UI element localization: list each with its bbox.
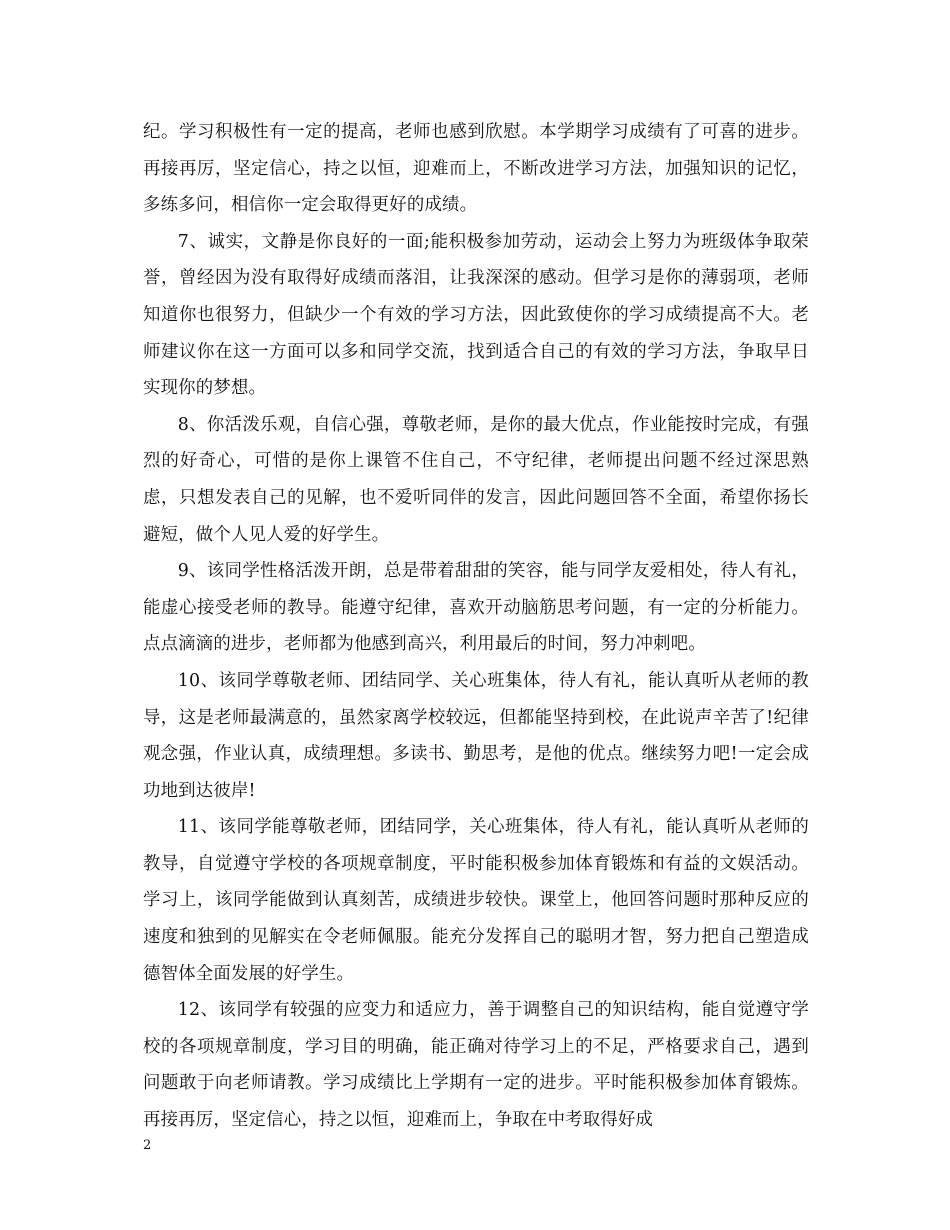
paragraph-9: 9、该同学性格活泼开朗，总是带着甜甜的笑容，能与同学友爱相处，待人有礼，能虚心接受老师的教导。能遵守纪律，喜欢开动脑筋思考问题，有一定的分析能力。点点滴滴的进步，老师都为他感到高兴，利用最后的时间，努力冲刺吧。 [143,561,809,655]
paragraph-continued: 纪。学习积极性有一定的提高，老师也感到欣慰。本学期学习成绩有了可喜的进步。再接再厉，坚定信心，持之以恒，迎难而上，不断改进学习方法，加强知识的记忆，多练多问，相信你一定会取得更好的成绩。 [143,122,809,216]
paragraph-10: 10、该同学尊敬老师、团结同学、关心班集体，待人有礼，能认真听从老师的教导，这是老师最满意的，虽然家离学校较远，但都能坚持到校，在此说声辛苦了!纪律观念强，作业认真，成绩理想。多读书、勤思考，是他的优点。继续努力吧!一定会成功地到达彼岸! [143,670,809,801]
paragraph-7: 7、诚实，文静是你良好的一面;能积极参加劳动，运动会上努力为班级体争取荣誉，曾经因为没有取得好成绩而落泪，让我深深的感动。但学习是你的薄弱项，老师知道你也很努力，但缺少一个有效的学习方法，因此致使你的学习成绩提高不大。老师建议你在这一方面可以多和同学交流，找到适合自己的有效的学习方法，争取早日实现你的梦想。 [143,231,809,399]
paragraph-12: 12、该同学有较强的应变力和适应力，善于调整自己的知识结构，能自觉遵守学校的各项规章制度，学习目的明确，能正确对待学习上的不足，严格要求自己，遇到问题敢于向老师请教。学习成绩比上学期有一定的进步。平时能积极参加体育锻炼。再接再厉，坚定信心，持之以恒，迎难而上，争取在中考取得好成 [143,1000,809,1131]
paragraph-8: 8、你活泼乐观，自信心强，尊敬老师，是你的最大优点，作业能按时完成，有强烈的好奇心，可惜的是你上课管不住自己，不守纪律，老师提出问题不经过深思熟虑，只想发表自己的见解，也不爱听同伴的发言，因此问题回答不全面，希望你扬长避短，做个人见人爱的好学生。 [143,414,809,545]
document-body [143,114,809,1139]
paragraph-11: 11、该同学能尊敬老师，团结同学，关心班集体，待人有礼，能认真听从老师的教导，自觉遵守学校的各项规章制度，平时能积极参加体育锻炼和有益的文娱活动。学习上，该同学能做到认真刻苦，成绩进步较快。课堂上，他回答问题时那种反应的速度和独到的见解实在令老师佩服。能充分发挥自己的聪明才智，努力把自己塑造成德智体全面发展的好学生。 [143,817,809,984]
page-number: 2 [143,1138,152,1153]
